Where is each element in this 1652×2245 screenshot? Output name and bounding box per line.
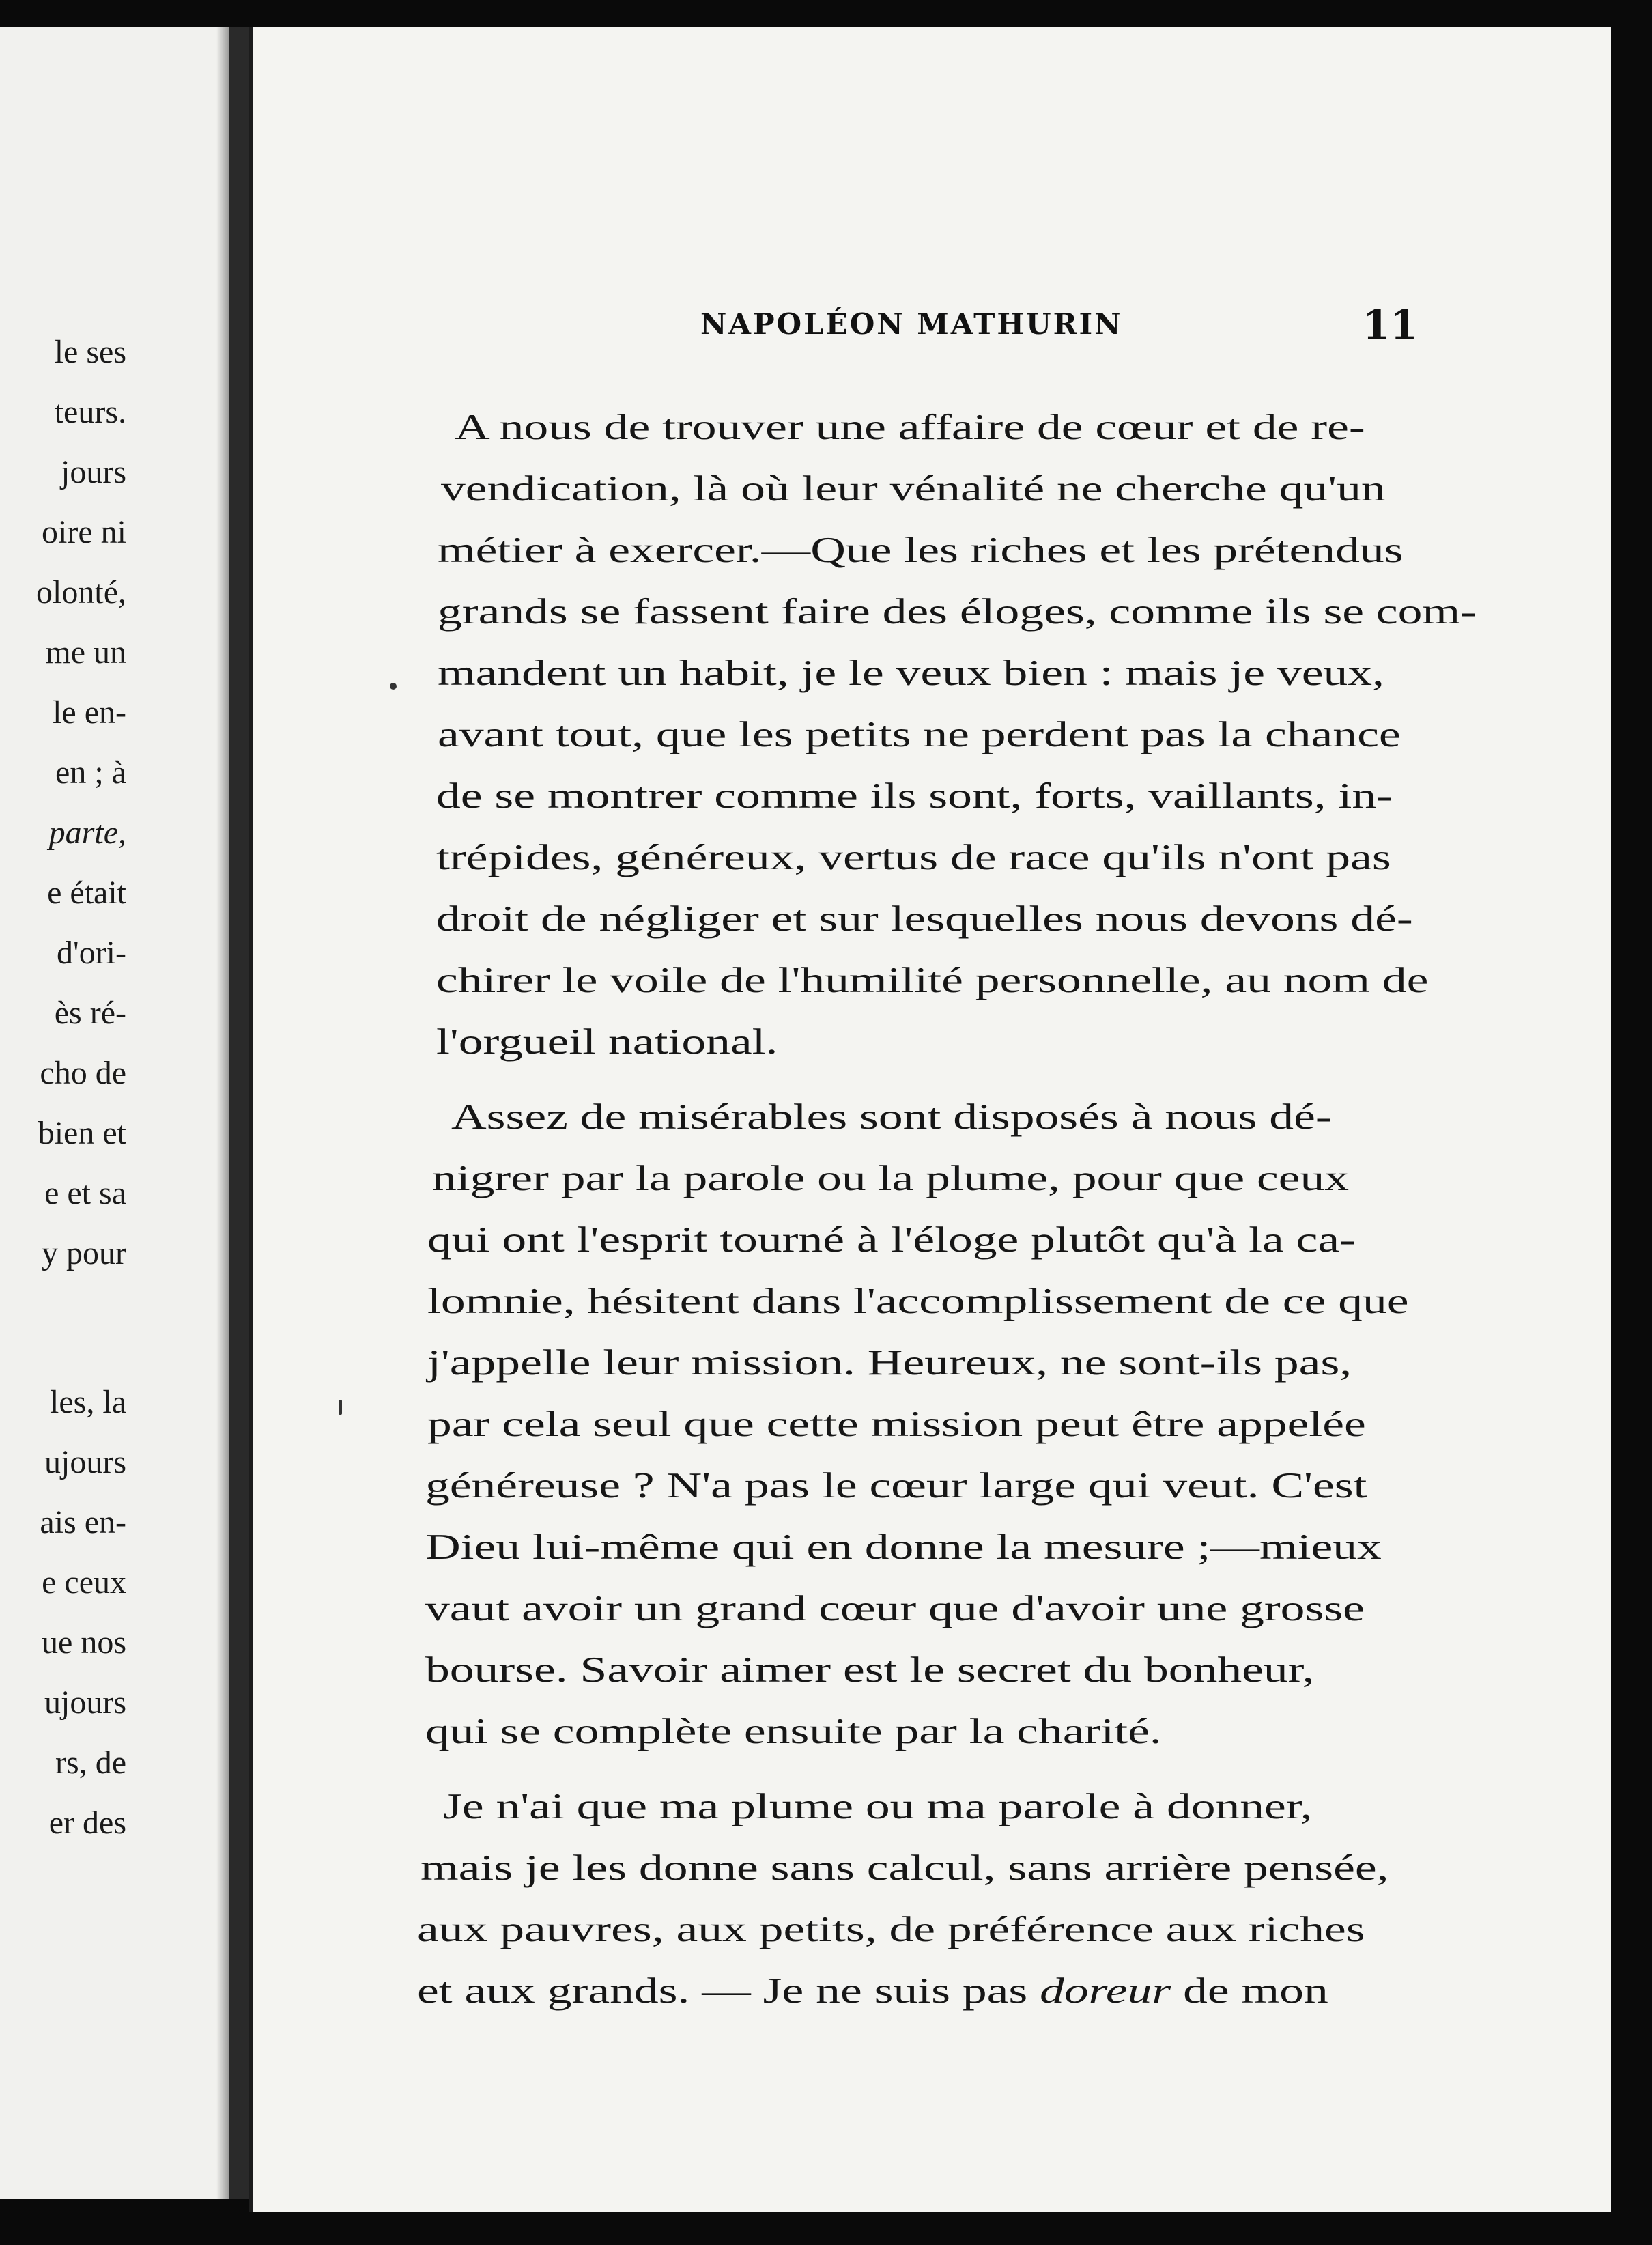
left-line: ujours [44,1684,126,1721]
text-line: nigrer par la parole ou la plume, pour que ceux [432,1159,1350,1198]
left-line: e ceux [42,1564,126,1600]
text-line: bourse. Savoir aimer est le secret du bonheur, [425,1650,1315,1690]
left-line: ue nos [42,1624,126,1661]
left-line: e était [47,875,126,911]
text-line: avant tout, que les petits ne perdent pas la chance [438,715,1401,754]
text-fragment: et aux grands. — Je ne suis pas [417,1971,1028,2011]
left-line: en ; à [55,754,126,791]
right-page [249,27,1611,2212]
text-fragment: de mon [1183,1971,1328,2011]
left-line: ais en- [40,1504,126,1540]
left-line: y pour [42,1235,126,1271]
text-line: qui ont l'esprit tourné à l'éloge plutôt qu'à la ca- [427,1220,1356,1260]
text-line: grands se fassent faire des éloges, comme ils se com- [438,592,1477,632]
text-line-last [417,1973,1328,2009]
left-line: cho de [40,1055,126,1091]
text-line: chirer le voile de l'humilité personnelle, au nom de [436,961,1429,1000]
left-line: ès ré- [54,995,126,1031]
text-line: de se montrer comme ils sont, forts, vaillants, in- [436,776,1393,816]
print-speck [390,683,397,690]
running-head [253,302,1611,362]
left-line: d'ori- [57,935,126,971]
left-line: oire ni [42,514,126,550]
left-line: ujours [44,1444,126,1480]
left-line: er des [48,1805,126,1841]
text-line: trépides, généreux, vertus de race qu'ils n'ont pas [436,838,1391,877]
print-speck [339,1400,342,1415]
text-line: l'orgueil national. [436,1022,778,1062]
running-head-title: NAPOLÉON MATHURIN [700,307,1123,341]
left-line: teurs. [54,394,126,430]
text-line: lomnie, hésitent dans l'accomplissement de ce que [427,1282,1409,1321]
italic-word: doreur [1040,1971,1171,2011]
left-line: le ses [54,334,126,370]
book-gutter [229,27,249,2199]
text-line: métier à exercer.—Que les riches et les prétendus [438,531,1404,570]
text-line: aux pauvres, aux petits, de préférence aux riches [417,1910,1365,1949]
text-line: vendication, là où leur vénalité ne cherche qu'un [441,469,1386,509]
left-line: bien et [38,1115,126,1151]
text-line: généreuse ? N'a pas le cœur large qui veut. C'est [425,1466,1367,1506]
left-line: me un [45,634,126,670]
left-line: les, la [50,1384,126,1420]
text-line: mandent un habit, je le veux bien : mais je veux, [438,653,1384,693]
left-line: olonté, [36,574,126,610]
left-page-fragment [0,27,229,2199]
left-line: jours [61,454,126,490]
page-number: 11 [1363,302,1418,348]
left-line: rs, de [55,1745,126,1781]
text-line: vaut avoir un grand cœur que d'avoir une grosse [425,1589,1365,1628]
text-line: qui se complète ensuite par la charité. [425,1712,1162,1751]
left-line: e et sa [44,1175,126,1211]
text-line: mais je les donne sans calcul, sans arrière pensée, [421,1848,1389,1888]
text-line: droit de négliger et sur lesquelles nous devons dé- [436,899,1413,939]
text-line: Je n'ai que ma plume ou ma parole à donner, [443,1787,1313,1826]
left-line: le en- [53,694,126,731]
left-line: parte, [48,815,126,851]
text-line: Dieu lui-même qui en donne la mesure ;—mieux [425,1527,1382,1567]
text-line: j'appelle leur mission. Heureux, ne sont-ils pas, [427,1343,1352,1383]
text-line: Assez de misérables sont disposés à nous dé- [451,1097,1332,1137]
text-line: par cela seul que cette mission peut être appelée [427,1404,1366,1444]
text-line: A nous de trouver une affaire de cœur et de re- [455,408,1365,447]
